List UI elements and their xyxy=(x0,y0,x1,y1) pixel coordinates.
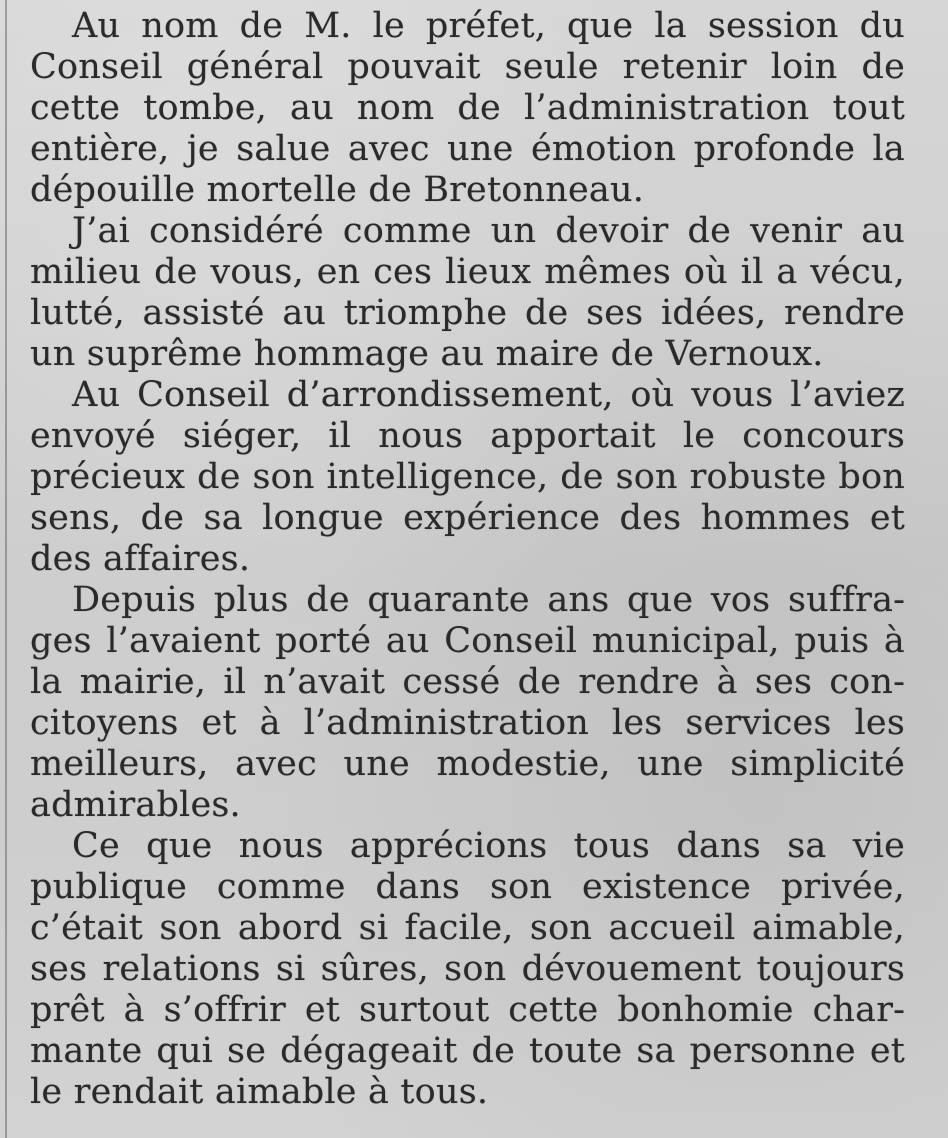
paragraph-prefet: Au nom de M. le préfet, que la session du Conseil général pouvait seule retenir loin de cette tombe, au nom de l’administration tout entière, je salue avec une émotion profonde la dépouille mortelle de Bretonneau. xyxy=(30,6,905,210)
article-column xyxy=(30,0,905,1113)
cropped-next-line xyxy=(80,1126,870,1138)
paragraph-devoir: J’ai considéré comme un devoir de venir au milieu de vous, en ces lieux mêmes où il a vécu, lutté, assisté au triomphe de ses idées, rendre un suprême hommage au maire de Vernoux. xyxy=(30,211,905,374)
paragraph-conseil-arrondissement: Au Conseil d’arrondissement, où vous l’aviez envoyé siéger, il nous apportait le concours précieux de son intelligence, de son robuste bon sens, de sa longue expérience des hommes et des affaires. xyxy=(30,375,905,579)
paragraph-quarante-ans: Depuis plus de quarante ans que vos suffrages l’avaient porté au Conseil municipal, puis à la mairie, il n’avait cessé de rendre à ses concitoyens et à l’administration les services les meilleurs, avec une modestie, une simplicité admirables. xyxy=(30,580,905,825)
paragraph-vie-publique: Ce que nous apprécions tous dans sa vie publique comme dans son existence privée, c’était son abord si facile, son accueil aimable, ses relations si sûres, son dévouement toujours prêt à s’offrir et surtout cette bonhomie charmante qui se dégageait de toute sa personne et le rendait aimable à tous. xyxy=(30,826,905,1112)
column-rule xyxy=(5,0,7,1138)
